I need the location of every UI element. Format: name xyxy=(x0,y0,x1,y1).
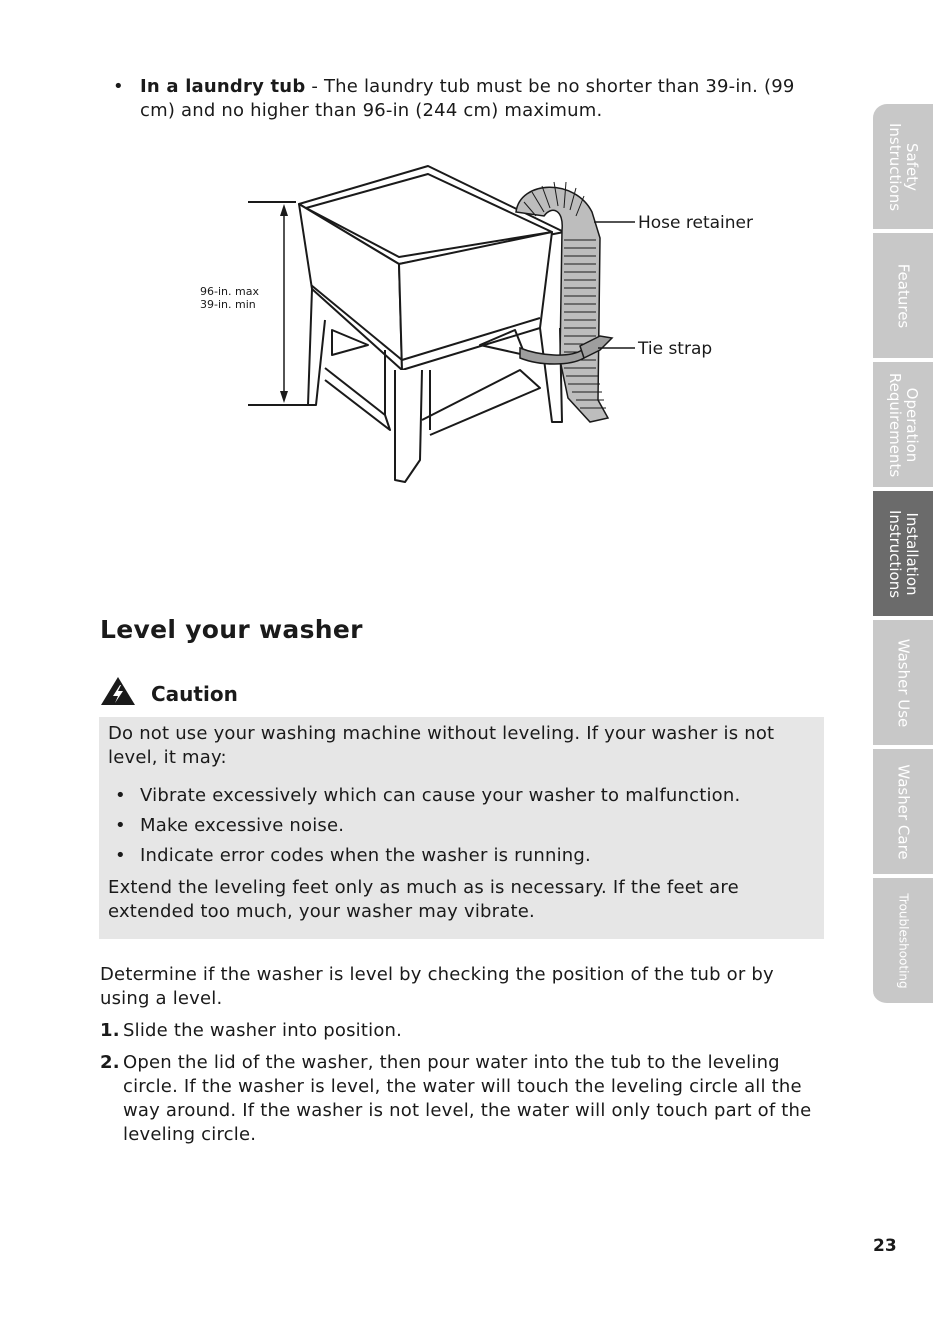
step-text: Slide the washer into position. xyxy=(123,1020,403,1041)
tie-strap-callout: Tie strap xyxy=(638,339,713,359)
warning-triangle-icon xyxy=(100,676,136,706)
bullet-dot: • xyxy=(115,785,126,806)
tab-label: Washer Use xyxy=(894,638,913,727)
tab-label: Washer Care xyxy=(894,763,913,860)
bullet-dot: • xyxy=(113,76,124,97)
tab-features[interactable] xyxy=(873,233,933,360)
bullet-dot: • xyxy=(115,845,126,866)
section-title: Level your washer xyxy=(100,615,363,644)
tab-label: Safety Instructions xyxy=(886,122,921,211)
step-number: 1. xyxy=(100,1020,120,1041)
laundry-tub-description: - The laundry tub must be no shorter than 39-in. (99 cm) and no higher than 96-in (244 cm) maximum. xyxy=(140,76,795,121)
min-height-label: 39-in. min xyxy=(200,298,256,311)
laundry-tub-drawing xyxy=(180,160,780,490)
tab-label: Operation Requirements xyxy=(886,372,921,477)
step-text: Open the lid of the washer, then pour water into the tub to the leveling circle. If the washer is level, the water will touch the leveling circle all the way around. If the washer is not level, the water will only touch part of the leveling circle. xyxy=(123,1052,812,1145)
tab-washer-use[interactable] xyxy=(873,620,933,747)
tab-label: Features xyxy=(894,263,913,328)
caution-item-text: Make excessive noise. xyxy=(140,815,345,836)
tab-installation-instructions[interactable] xyxy=(873,491,933,618)
tab-label: Installation Instructions xyxy=(886,509,921,598)
page-number: 23 xyxy=(873,1236,897,1256)
laundry-tub-heading: In a laundry tub xyxy=(140,76,306,97)
determine-level-paragraph: Determine if the washer is level by checking the position of the tub or by using a level. xyxy=(100,964,774,1009)
caution-box xyxy=(99,717,824,939)
max-height-label: 96-in. max xyxy=(200,285,259,298)
laundry-tub-illustration xyxy=(180,160,780,490)
caution-item-text: Indicate error codes when the washer is running. xyxy=(140,845,591,866)
step-number: 2. xyxy=(100,1052,120,1073)
tab-label: Troubleshooting xyxy=(896,892,911,989)
tab-troubleshooting[interactable] xyxy=(873,878,933,1005)
bullet-dot: • xyxy=(115,815,126,836)
tab-operation-requirements[interactable] xyxy=(873,362,933,489)
hose-retainer-callout: Hose retainer xyxy=(638,213,754,233)
caution-outro: Extend the leveling feet only as much as is necessary. If the feet are extended too much, your washer may vibrate. xyxy=(108,877,739,922)
tab-safety-instructions[interactable] xyxy=(873,104,933,231)
caution-label: Caution xyxy=(151,682,238,706)
tab-washer-care[interactable] xyxy=(873,749,933,876)
caution-item-text: Vibrate excessively which can cause your washer to malfunction. xyxy=(140,785,741,806)
caution-intro: Do not use your washing machine without leveling. If your washer is not level, it may: xyxy=(108,723,775,768)
laundry-tub-text xyxy=(140,75,820,123)
